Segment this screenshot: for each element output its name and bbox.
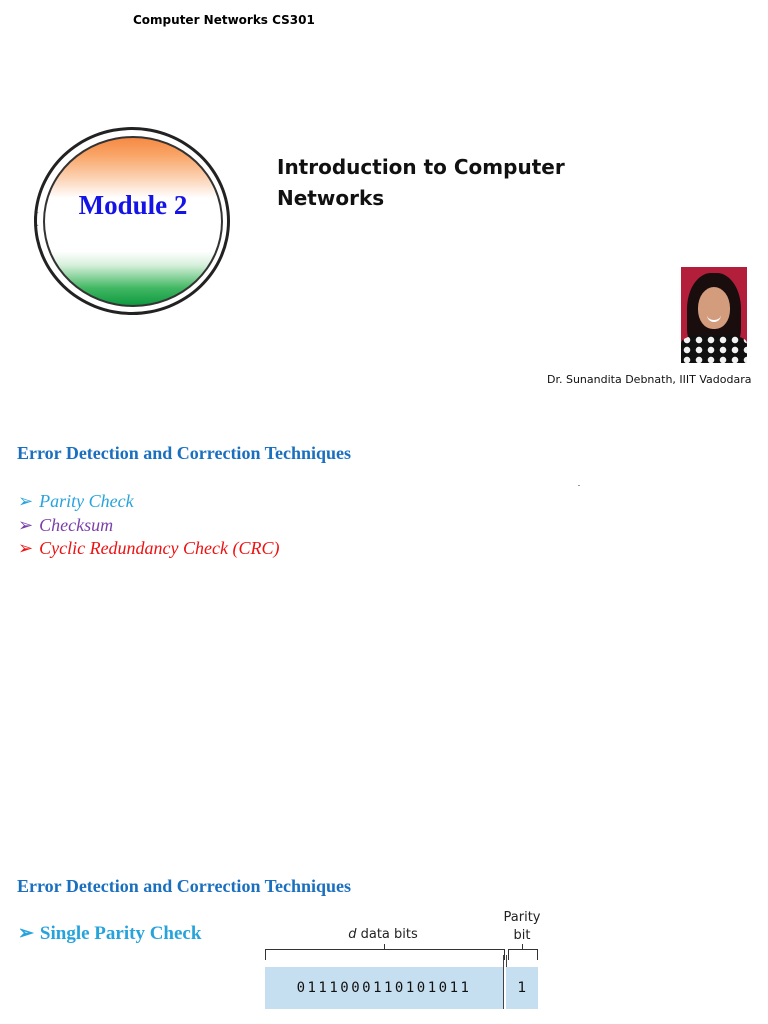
slide-title <box>277 152 577 214</box>
parity-label-line1: Parity <box>503 910 541 925</box>
slide-title-line2: Networks <box>277 186 385 210</box>
data-bits-label-rest: data bits <box>356 927 418 942</box>
list-item-text: Parity Check <box>39 491 134 511</box>
module-title: Module 2 <box>78 190 188 220</box>
data-bits-box: 0111000110101011 <box>265 967 503 1009</box>
parity-bit-box: 1 <box>506 967 538 1009</box>
list-item <box>18 537 280 561</box>
list-item-text: Cyclic Redundancy Check (CRC) <box>39 538 280 558</box>
data-bits-label <box>348 927 418 942</box>
bullet-arrow-icon: ➢ <box>18 923 34 944</box>
bullet-arrow-icon: ➢ <box>18 514 34 535</box>
list-item <box>18 490 280 514</box>
stray-mark <box>578 485 580 486</box>
data-brace-tick <box>384 944 385 949</box>
list-item <box>18 514 280 538</box>
single-parity-item <box>18 922 201 945</box>
bullet-arrow-icon: ➢ <box>18 538 34 558</box>
course-header: Computer Networks CS301 <box>133 13 315 27</box>
data-bits-label-d: d <box>348 927 357 942</box>
data-bits-brace <box>265 949 505 960</box>
module-disc <box>43 136 223 307</box>
parity-diagram <box>260 905 550 1015</box>
parity-brace-tick <box>522 944 523 949</box>
parity-bit-label <box>496 909 548 945</box>
section-heading-1: Error Detection and Correction Techniques <box>17 443 351 463</box>
technique-list <box>18 490 280 561</box>
single-parity-text: Single Parity Check <box>39 923 202 944</box>
parity-label-line2: bit <box>513 928 531 943</box>
separator-line <box>503 955 504 1009</box>
bullet-arrow-icon: ➢ <box>18 491 34 511</box>
slide-title-line1: Introduction to Computer <box>277 155 565 179</box>
parity-brace <box>508 949 538 960</box>
author-name: Dr. Sunandita Debnath, IIIT Vadodara <box>547 373 752 386</box>
author-photo <box>681 267 747 363</box>
list-item-text: Checksum <box>39 514 114 535</box>
section-heading-2: Error Detection and Correction Techniques <box>17 876 351 896</box>
